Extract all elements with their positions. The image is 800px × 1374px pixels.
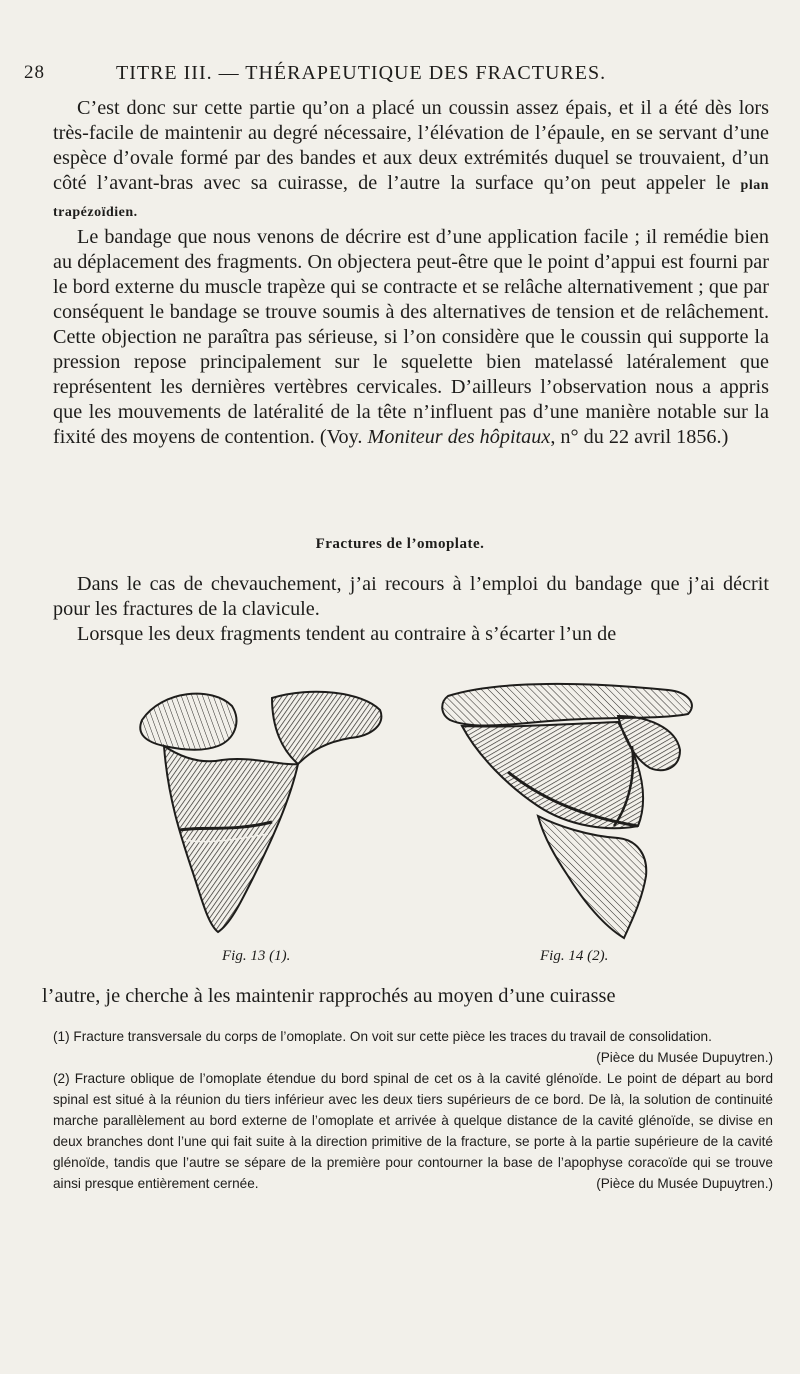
section-title: Fractures de l’omoplate. (315, 536, 485, 552)
scapula-fracture-engraving-14 (418, 676, 708, 946)
paragraph-4-continuation: l’autre, je cherche à les maintenir rapprochés au moyen d’une cuirasse (42, 985, 616, 1007)
footnote-2: (2) Fracture oblique de l’omoplate étendue du bord spinal de cet os à la cavité glénoïde. Le point de départ au bord spinal est situé à la réunion du tiers inférieur avec les deux tiers supérieurs de ce bord. De là, la solution de continuité marche parallèlement au bord externe de l’omoplate et arrivée à quelque distance de la cavité glénoïde, se divise en deux branches dont l’une qui fait suite à la direction primitive de la fracture, se porte à la partie supérieure de la cavité glénoïde, tandis que l’autre se sépare de la première pour contourner la base de l’apophyse coracoïde qui se trouve ainsi presque entièrement cernée. (Pièce du Musée Dupuytren.) (53, 1068, 773, 1194)
body-text-middle (53, 572, 769, 647)
footnote-1-source: (Pièce du Musée Dupuytren.) (596, 1050, 773, 1065)
footnote-1: (1) Fracture transversale du corps de l’omoplate. On voit sur cette pièce les traces du travail de consolidation. (Pièce du Musée Dupuytren.) (53, 1026, 773, 1047)
figure-14-illustration (418, 676, 708, 946)
paragraph-1: C’est donc sur cette partie qu’on a placé un coussin assez épais, et il a été dès lors très-facile de maintenir au degré nécessaire, l’élévation de l’épaule, en se servant d’une espèce d’ovale formé par des bandes et aux deux extrémités duquel se trouvaient, d’un côté l’avant-bras avec sa cuirasse, de l’autre la surface qu’on peut appeler le plan trapézoïdien. (53, 97, 769, 220)
figure-13-caption: Fig. 13 (1). (222, 948, 291, 964)
page-header (24, 62, 764, 94)
scapula-fracture-engraving-13 (122, 680, 392, 945)
journal-title: Moniteur des hôpitaux (367, 426, 551, 448)
figure-13-illustration (122, 680, 392, 945)
figure-14-caption: Fig. 14 (2). (540, 948, 609, 964)
paragraph-2: Le bandage que nous venons de décrire est d’une application facile ; il remédie bien au déplacement des fragments. On objectera peut-être que le point d’appui est fourni par le bord externe du muscle trapèze qui se contracte et se relâche alternativement ; que par conséquent le bandage se trouve soumis à des alternatives de tension et de relâchement. Cette objection ne paraîtra pas sérieuse, si l’on considère que le coussin qui supporte la pression repose principalement sur le squelette bien matelassé latéralement que représentent les dernières vertèbres cervicales. D’ailleurs l’observation nous a appris que les mouvements de latéralité de la tête n’influent pas d’une manière notable sur la fixité des moyens de contention. (Voy. Moniteur des hôpitaux, n° du 22 avril 1856.) (53, 226, 769, 448)
footnote-2-source: (Pièce du Musée Dupuytren.) (596, 1176, 773, 1191)
paragraph-4: Lorsque les deux fragments tendent au contraire à s’écarter l’un de (77, 623, 617, 645)
term-plan-trapezoidien: plan trapézoïdien. (53, 178, 769, 220)
body-text-top (53, 96, 769, 450)
footnotes (53, 1026, 773, 1194)
running-title: TITRE III. — THÉRAPEUTIQUE DES FRACTURES. (116, 62, 607, 84)
page-number: 28 (24, 62, 45, 83)
paragraph-3: Dans le cas de chevauchement, j’ai recours à l’emploi du bandage que j’ai décrit pour les fractures de la clavicule. (53, 573, 769, 620)
